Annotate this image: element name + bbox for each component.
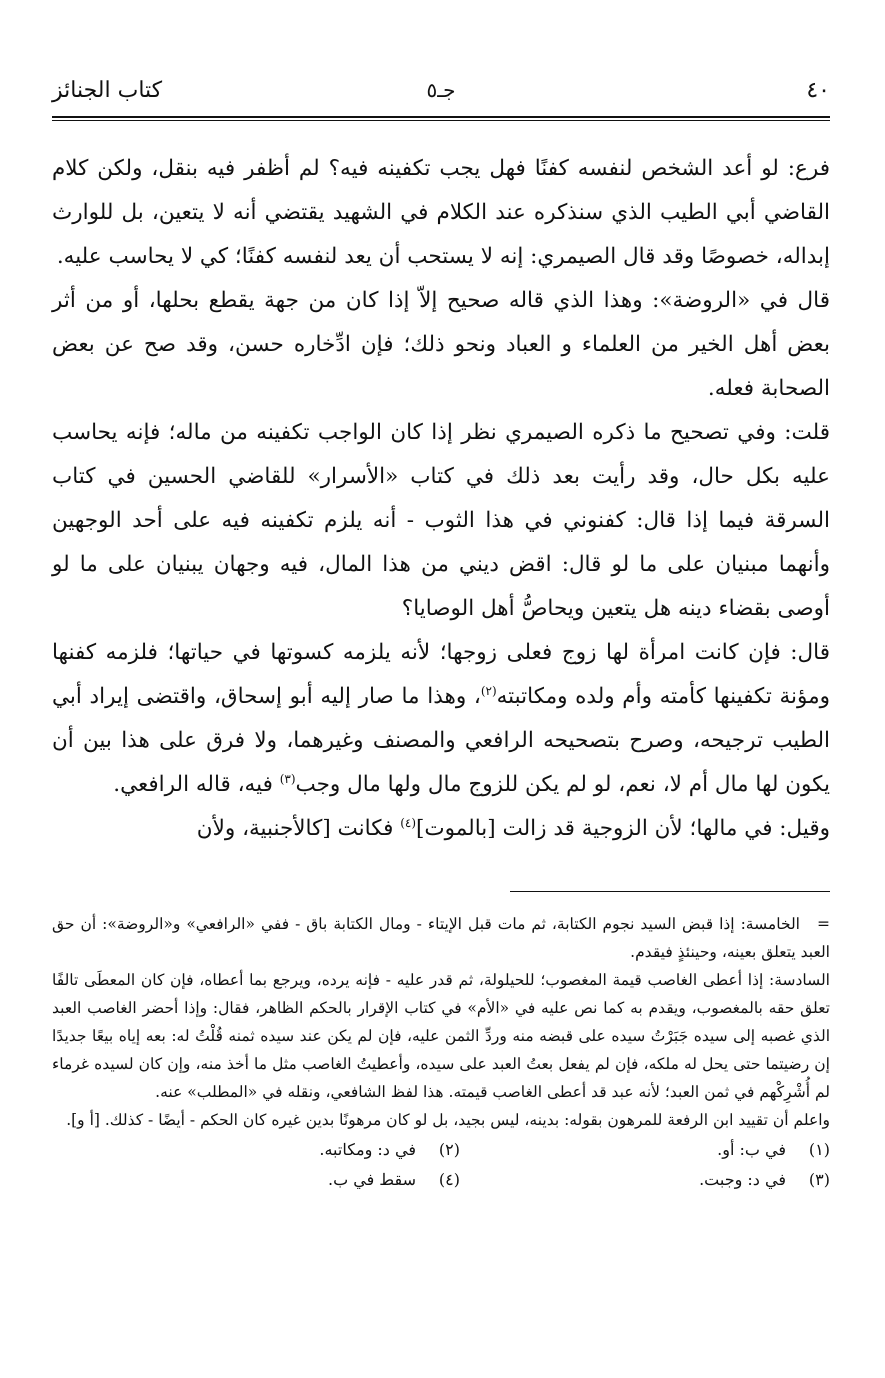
paragraph-text: وقيل: في مالها؛ لأن الزوجية قد زالت [بالموت] — [416, 816, 830, 841]
note-text: الخامسة: إذا قبض السيد نجوم الكتابة، ثم مات قبل الإيتاء - ومال الكتابة باق - ففي «الرافعي» و«الروضة»: أن حق العبد يتعلق بعينه، وحينئذٍ فيقدم. — [52, 915, 830, 961]
paragraph: قلت: وفي تصحيح ما ذكره الصيمري نظر إذا كان الواجب تكفينه من ماله؛ فإنه يحاسب عليه بكل حال، وقد رأيت بعد ذلك في كتاب «الأسرار» للقاضي الحسين في كتاب السرقة فيما إذا قال: كفنوني في هذا الثوب - أنه يلزم تكفينه فيه على أحد الوجهين وأنهما مبنيان على ما لو قال: اقض ديني من هذا المال، فيه وجهان يبنيان على ما لو أوصى بقضاء دينه هل يتعين ويحاصُّ أهل الوصايا؟ — [52, 420, 830, 621]
page-number: ٤٠ — [806, 78, 830, 103]
note-line: السادسة: إذا أعطى الغاصب قيمة المغصوب؛ للحيلولة، ثم قدر عليه - فإنه يرده، ويرجع بما أعطاه، فإن كان المعطَى تالفًا تعلق حقه بالمغصوب، ويقدم به كما نص عليه في «الأم» في كتاب الإقرار بالحكم الظاهر، فقال: وإذا أحضر الغاصب العبد الذي غصبه إلى سيده جَبَرْتُ سيده على قبضه منه وردِّ الثمن عليه، فإن لم يكن عند سيده ثمنه قُلْتُ له: بعه إياه بيعًا جديدًا إن رضيتما حتى يحل له ملكه، فإن لم يفعل بعتُ العبد على سيده، وأعطيتُ الغاصب مثل ما أخذ منه، وإن كان لسيده غرماء لم أُشْرِكْهم في ثمن العبد؛ لأنه عبد قد أعطى الغاصب قيمته. هذا لفظ الشافعي، ونقله في «المطلب» عنه. — [52, 971, 830, 1101]
note-line: واعلم أن تقييد ابن الرفعة للمرهون بقوله: بدينه، ليس بجيد، بل لو كان مرهونًا بدين غيره كان الحكم - أيضًا - كذلك. [أ و]. — [66, 1111, 830, 1129]
footnote — [90, 1136, 460, 1164]
paragraph: قال في «الروضة»: وهذا الذي قاله صحيح إلاّ إذا كان من جهة يقطع بحلها، أو من أثر بعض أهل الخير من العلماء و العباد ونحو ذلك؛ فإن ادِّخاره حسن، وقد صح عن بعض الصحابة فعله. — [52, 288, 830, 401]
header-rule — [52, 116, 830, 121]
footnote-number: (١) — [808, 1140, 830, 1159]
note-line — [52, 910, 830, 966]
footnote-number: (٣) — [808, 1170, 830, 1189]
footnote-marker: (٣) — [279, 771, 296, 786]
footnote-text: في ب: أو. — [717, 1140, 786, 1159]
page-header — [52, 70, 830, 110]
paragraph — [52, 631, 830, 807]
footnote-number: (٢) — [438, 1140, 460, 1159]
footnotes-area — [52, 910, 830, 1194]
footnote-number: (٤) — [438, 1170, 460, 1189]
footnote — [460, 1166, 830, 1194]
footnote-text: في د: وجبت. — [699, 1170, 786, 1189]
footnote-marker: (٢) — [480, 683, 497, 698]
footnote-row — [52, 1166, 830, 1194]
paragraph: فرع: لو أعد الشخص لنفسه كفنًا فهل يجب تكفينه فيه؟ لم أظفر فيه بنقل، ولكن كلام القاضي أبي الطيب الذي سنذكره عند الكلام في الشهيد يقتضي أنه لا يتعين، بل للوارث إبداله، خصوصًا وقد قال الصيمري: إنه لا يستحب أن يعد لنفسه كفنًا؛ كي لا يحاسب عليه. — [52, 156, 830, 269]
footnote — [460, 1136, 830, 1164]
footnote-row — [52, 1136, 830, 1164]
footnote-marker: (٤) — [400, 815, 417, 830]
paragraph-text: فيه، قاله الرافعي. — [113, 772, 280, 797]
notes-separator-wrap — [52, 851, 830, 892]
notes-separator — [510, 891, 830, 892]
volume-label: جـ٥ — [426, 78, 456, 102]
paragraph-text: ، وهذا ما صار إليه أبو إسحاق، واقتضى إيراد أبي الطيب ترجيحه، وصرح بتصحيحه الرافعي والمصنف وغيرهما، ولا فرق على هذا بين أن يكون لها مال أم لا، نعم، لو لم يكن للزوج مال ولها مال وجب — [52, 684, 830, 797]
paragraph-text: قال: فإن كانت امرأة لها زوج فعلى زوجها؛ لأنه يلزمه كسوتها في حياتها؛ فلزمه كفنها ومؤنة تكفينها كأمته وأم ولده ومكاتبته — [52, 640, 830, 709]
main-text — [52, 147, 830, 851]
footnote — [90, 1166, 460, 1194]
paragraph-text: فكانت [كالأجنبية، ولأن — [196, 816, 401, 841]
paragraph — [52, 807, 830, 851]
footnote-text: سقط في ب. — [328, 1170, 416, 1189]
footnote-text: في د: ومكاتبه. — [319, 1140, 416, 1159]
continuation-mark: = — [817, 915, 830, 933]
book-page — [52, 70, 830, 1330]
running-title: كتاب الجنائز — [52, 78, 163, 103]
